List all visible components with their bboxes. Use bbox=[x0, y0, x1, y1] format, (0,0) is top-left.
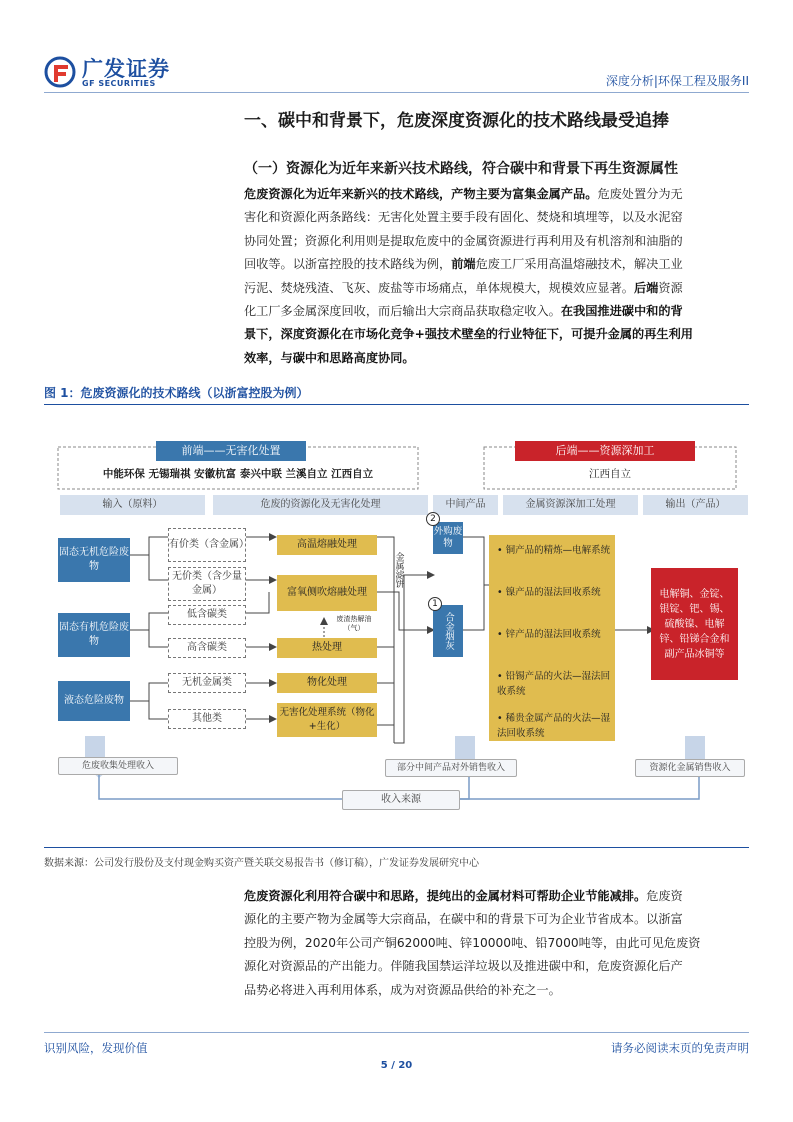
gf-logo-icon bbox=[44, 56, 76, 88]
subtype-low-carbon: 低含碳类 bbox=[168, 605, 246, 625]
logo-text: 广发证券 bbox=[82, 57, 170, 81]
bold-run: 危废资源化利用符合碳中和思路，提纯出的金属材料可帮助企业节能减排。 bbox=[244, 889, 647, 903]
paragraph-line bbox=[244, 932, 749, 955]
text-run: 污泥、焚烧残渣、飞灰、废盐等市场痛点，单体规模大，规模效应显著。 bbox=[244, 280, 634, 295]
front-end-header: 前端——无害化处置 bbox=[156, 441, 306, 461]
bold-run: 后端 bbox=[634, 280, 659, 295]
paragraph-line bbox=[244, 277, 749, 300]
paragraph-line bbox=[244, 323, 749, 346]
paragraph-line bbox=[244, 300, 749, 323]
subtype-other: 其他类 bbox=[168, 709, 246, 729]
text-run: 危废处置分为无 bbox=[597, 187, 683, 201]
footer-disclaimer: 请务必阅读末页的免责声明 bbox=[611, 1041, 749, 1055]
header-divider bbox=[44, 92, 749, 93]
paragraph-line bbox=[244, 183, 749, 206]
process-physicochemical: 物化处理 bbox=[277, 673, 377, 693]
footer-divider bbox=[44, 1032, 749, 1033]
flow-step-input: 输入（原料） bbox=[60, 495, 205, 515]
waste-solid-organic: 固态有机危险废物 bbox=[58, 613, 130, 657]
text-run: 品势必将进入再利用体系，成为对资源品供给的补充之一。 bbox=[244, 982, 561, 997]
subtype-inorganic-metal: 无机金属类 bbox=[168, 673, 246, 693]
front-end-companies: 中能环保 无锡瑞祺 安徽杭富 泰兴中联 兰溪自立 江西自立 bbox=[102, 468, 374, 480]
logo-english: GF SECURITIES bbox=[82, 79, 156, 88]
paragraph-line bbox=[244, 885, 749, 908]
figure-title: 图 1：危废资源化的技术路线（以浙富控股为例） bbox=[44, 386, 309, 400]
data-source: 数据来源：公司发行股份及支付现金购买资产暨关联交易报告书（修订稿），广发证券发展研究中心 bbox=[44, 858, 479, 869]
income-source: 收入来源 bbox=[342, 790, 460, 810]
process-thermal: 热处理 bbox=[277, 638, 377, 658]
waste-liquid: 液态危险废物 bbox=[58, 681, 130, 721]
intermediate-alloy-ash: 合金烟灰 bbox=[433, 605, 463, 657]
income-waste-collection: 危废收集处理收入 bbox=[58, 757, 178, 775]
footer-slogan: 识别风险，发现价值 bbox=[44, 1041, 148, 1055]
subtype-valuable: 有价类（含金属） bbox=[168, 528, 246, 562]
text-run: 危废工厂采用高温熔融技术，解决工业 bbox=[475, 257, 683, 272]
text-run: 资源 bbox=[658, 280, 683, 295]
intermediate-purchased-waste: 外购废物 bbox=[433, 522, 463, 554]
flow-step-intermediate: 中间产品 bbox=[433, 495, 498, 515]
deep-item-precious: • 稀贵金属产品的火法—湿法回收系统 bbox=[497, 713, 611, 739]
page-number: 5 / 20 bbox=[380, 1060, 413, 1071]
paragraph-line bbox=[244, 347, 749, 370]
subtype-low-value: 无价类（含少量金属） bbox=[168, 567, 246, 601]
paragraph-line bbox=[244, 979, 749, 1002]
section-subtitle: （一）资源化为近年来新兴技术路线，符合碳中和背景下再生资源属性 bbox=[244, 161, 678, 177]
process-oxygen-side-blown: 富氧侧吹熔融处理 bbox=[277, 575, 377, 611]
figure-bottom-rule bbox=[44, 847, 749, 848]
text-run: 回收等。以浙富控股的技术路线为例， bbox=[244, 257, 452, 272]
report-category: 深度分析|环保工程及服务II bbox=[605, 74, 749, 88]
bold-run: 前端 bbox=[451, 257, 476, 272]
circle-marker-1: 1 bbox=[428, 597, 442, 611]
income-metal-sales: 资源化金属销售收入 bbox=[635, 759, 745, 777]
text-run: 害化和资源化两条路线：无害化处置主要手段有固化、焚烧和填埋等，以及水泥窑 bbox=[244, 210, 683, 225]
residue-note: 废渣热解油（气） bbox=[336, 615, 372, 632]
deep-item-nickel: • 镍产品的湿法回收系统 bbox=[497, 587, 601, 598]
paragraph-line bbox=[244, 230, 749, 253]
paragraph-1 bbox=[244, 183, 749, 370]
bold-run: 在我国推进碳中和的背 bbox=[560, 304, 683, 319]
filter-cake-label: 金属滤饼 bbox=[393, 552, 404, 588]
process-harmless-system: 无害化处理系统（物化+生化） bbox=[277, 703, 377, 737]
section-title: 一、碳中和背景下，危废深度资源化的技术路线最受追捧 bbox=[244, 111, 669, 131]
circle-marker-2: 2 bbox=[426, 512, 440, 526]
text-run: 源化对资源品的产出能力。伴随我国禁运洋垃圾以及推进碳中和，危废资源化后产 bbox=[244, 959, 683, 974]
deep-item-zinc: • 锌产品的湿法回收系统 bbox=[497, 629, 601, 640]
back-end-companies: 江西自立 bbox=[589, 468, 631, 480]
paragraph-line bbox=[244, 253, 749, 276]
paragraph-2 bbox=[244, 885, 749, 1002]
bold-run: 效率，与碳中和思路高度协同。 bbox=[244, 350, 415, 365]
deep-item-copper: • 铜产品的精炼—电解系统 bbox=[497, 545, 611, 556]
text-run: 控股为例，2020年公司产铜62000吨、锌10000吨、铅7000吨等，由此可见危废资 bbox=[244, 935, 701, 950]
waste-solid-inorganic: 固态无机危险废物 bbox=[58, 538, 130, 582]
process-high-temp-melting: 高温熔融处理 bbox=[277, 535, 377, 555]
text-run: 协同处置；资源化利用则是提取危废中的金属资源进行再利用及有机溶剂和油脂的 bbox=[244, 233, 683, 248]
back-end-header: 后端——资源深加工 bbox=[515, 441, 695, 461]
output-products: 电解铜、金锭、银锭、钯、锡、硫酸镍、电解锌、铅锑合金和副产品冰铜等 bbox=[651, 568, 738, 680]
income-intermediate-sales: 部分中间产品对外销售收入 bbox=[385, 759, 517, 777]
paragraph-line bbox=[244, 908, 749, 931]
text-run: 危废资 bbox=[646, 889, 683, 903]
text-run: 源化的主要产物为金属等大宗商品，在碳中和的背景下可为企业节省成本。以浙富 bbox=[244, 912, 683, 927]
paragraph-line bbox=[244, 206, 749, 229]
flow-step-output: 输出（产品） bbox=[643, 495, 748, 515]
paragraph-line bbox=[244, 955, 749, 978]
bold-run: 危废资源化为近年来新兴的技术路线，产物主要为富集金属产品。 bbox=[244, 187, 598, 201]
bold-run: 景下，深度资源化在市场化竞争+强技术壁垒的行业特征下，可提升金属的再生利用 bbox=[244, 327, 693, 342]
subtype-high-carbon: 高含碳类 bbox=[168, 638, 246, 658]
flow-step-deep-processing: 金属资源深加工处理 bbox=[503, 495, 638, 515]
deep-item-lead-tin: • 铅锡产品的火法—湿法回收系统 bbox=[497, 671, 611, 697]
text-run: 化工厂多金属深度回收，而后输出大宗商品获取稳定收入。 bbox=[244, 304, 561, 319]
flow-step-processing: 危废的资源化及无害化处理 bbox=[213, 495, 428, 515]
